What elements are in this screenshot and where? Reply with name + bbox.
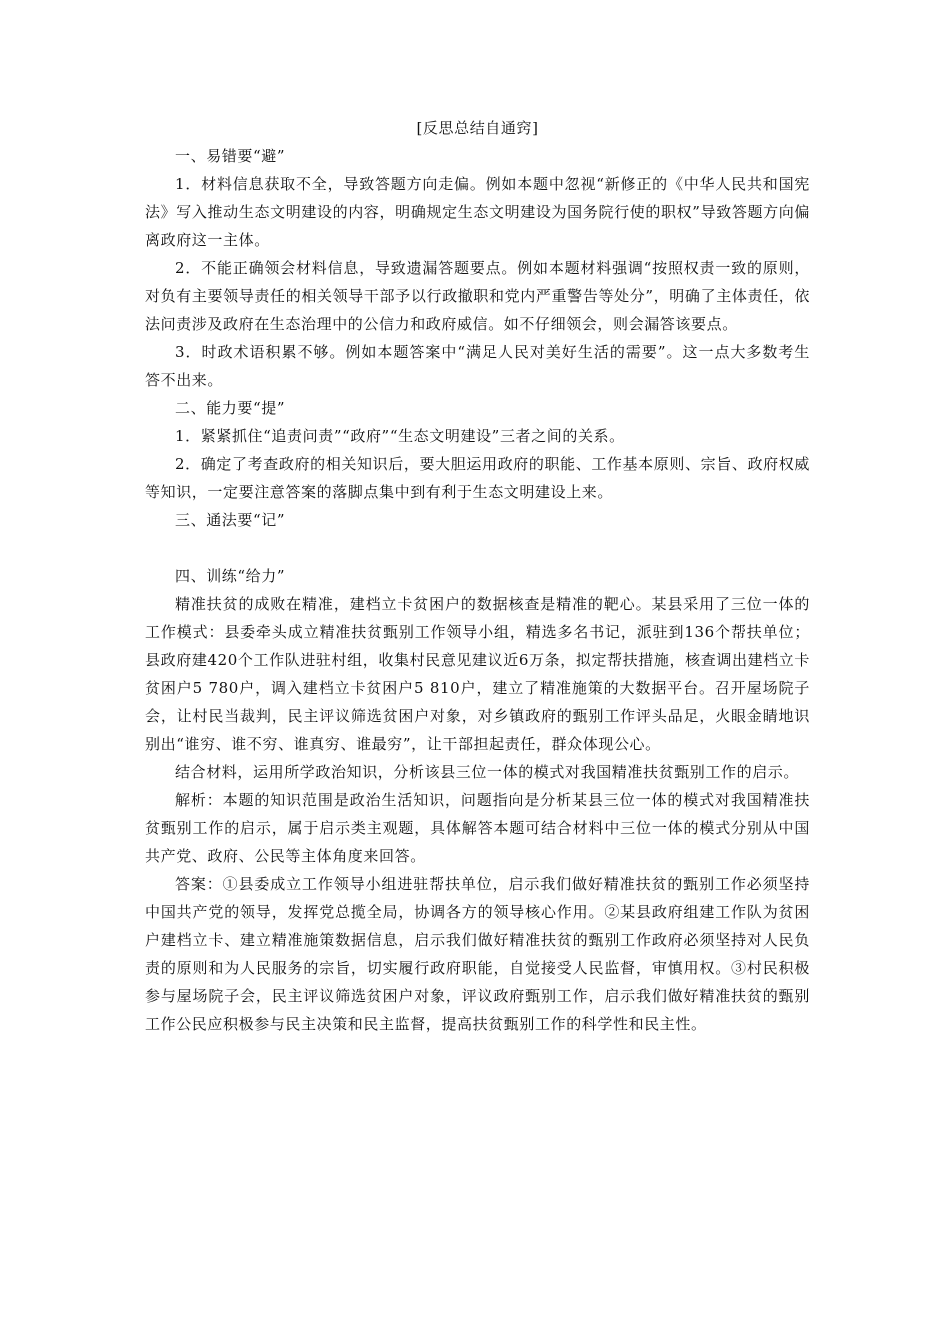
blank-space [145,534,810,562]
paragraph-analysis: 解析：本题的知识范围是政治生活知识，问题指向是分析某县三位一体的模式对我国精准扶贫甄别工作的启示，属于启示类主观题，具体解答本题可结合材料中三位一体的模式分别从中国共产党、政府、公民等主体角度来回答。 [145,791,810,865]
paragraph-error-2: 2．不能正确领会材料信息，导致遗漏答题要点。例如本题材料强调“按照权责一致的原则，对负有主要领导责任的相关领导干部予以行政撤职和党内严重警告等处分”，明确了主体责任，依法问责涉及政府在生态治理中的公信力和政府威信。如不仔细领会，则会漏答该要点。 [145,259,810,333]
paragraph-ability-2: 2．确定了考查政府的相关知识后，要大胆运用政府的职能、工作基本原则、宗旨、政府权威等知识，一定要注意答案的落脚点集中到有利于生态文明建设上来。 [145,455,810,501]
paragraph-question: 结合材料，运用所学政治知识，分析该县三位一体的模式对我国精准扶贫甄别工作的启示。 [175,763,800,781]
paragraph-error-1: 1．材料信息获取不全，导致答题方向走偏。例如本题中忽视“新修正的《中华人民共和国宪法》写入推动生态文明建设的内容，明确规定生态文明建设为国务院行使的职权”导致答题方向偏离政府这一主体。 [145,175,810,249]
heading-avoid-errors: 一、易错要“避” [175,147,286,165]
section-title: [反思总结自通窍] [416,119,539,137]
heading-improve-ability: 二、能力要“提” [175,399,286,417]
paragraph-ability-1: 1．紧紧抓住“追责问责”“政府”“生态文明建设”三者之间的关系。 [175,427,625,445]
heading-remember-methods: 三、通法要“记” [175,511,286,529]
paragraph-material: 精准扶贫的成败在精准，建档立卡贫困户的数据核查是精准的靶心。某县采用了三位一体的工作模式：县委牵头成立精准扶贫甄别工作领导小组，精选多名书记，派驻到136个帮扶单位；县政府建420个工作队进驻村组，收集村民意见建议近6万条，拟定帮扶措施，核查调出建档立卡贫困户5 780户，调入建档立卡贫困户5 810户，建立了精准施策的大数据平台。召开屋场院子会，让村民当裁判，民主评议筛选贫困户对象，对乡镇政府的甄别工作评头品足，火眼金睛地识别出“谁穷、谁不穷、谁真穷、谁最穷”，让干部担起责任，群众体现公心。 [145,595,810,753]
heading-training: 四、训练“给力” [175,567,286,585]
document-body [145,114,810,1038]
paragraph-error-3: 3．时政术语积累不够。例如本题答案中“满足人民对美好生活的需要”。这一点大多数考生答不出来。 [145,343,810,389]
paragraph-answer: 答案：①县委成立工作领导小组进驻帮扶单位，启示我们做好精准扶贫的甄别工作必须坚持中国共产党的领导，发挥党总揽全局，协调各方的领导核心作用。②某县政府组建工作队为贫困户建档立卡、建立精准施策数据信息，启示我们做好精准扶贫的甄别工作政府必须坚持对人民负责的原则和为人民服务的宗旨，切实履行政府职能，自觉接受人民监督，审慎用权。③村民积极参与屋场院子会，民主评议筛选贫困户对象，评议政府甄别工作，启示我们做好精准扶贫的甄别工作公民应积极参与民主决策和民主监督，提高扶贫甄别工作的科学性和民主性。 [145,875,810,1033]
